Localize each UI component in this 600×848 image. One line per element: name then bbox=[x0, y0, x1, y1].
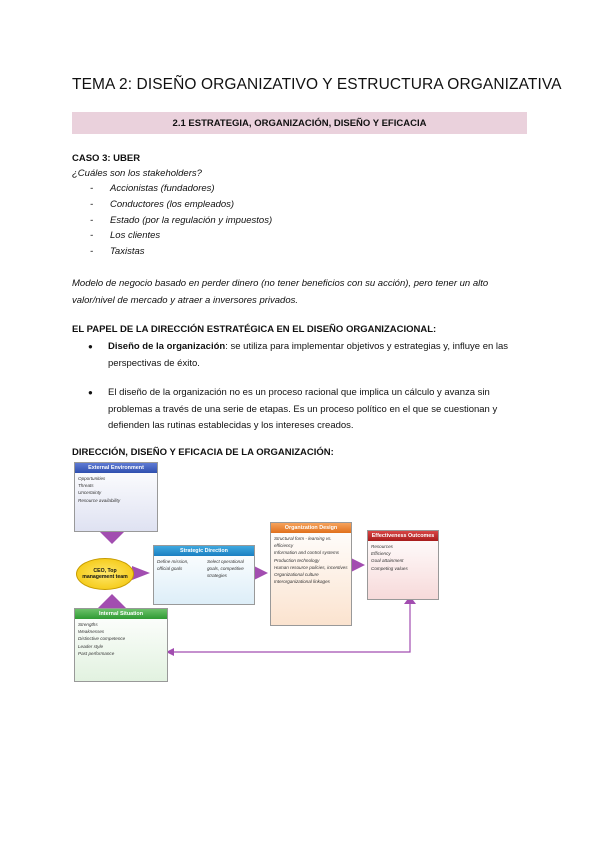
list-item: Weaknesses bbox=[78, 629, 105, 635]
stakeholder-text: Los clientes bbox=[110, 230, 161, 242]
list-item: Threats bbox=[78, 483, 94, 489]
external-environment-items bbox=[75, 473, 157, 506]
section-heading: 2.1 ESTRATEGIA, ORGANIZACIÓN, DISEÑO Y EFICACIA bbox=[172, 117, 427, 129]
organization-design-title: Organization Design bbox=[271, 523, 351, 533]
list-item: Strengths bbox=[78, 622, 98, 627]
list-item: Resource availability bbox=[78, 497, 121, 503]
case-title: CASO 3: UBER bbox=[72, 153, 141, 164]
list-item bbox=[90, 215, 272, 231]
external-environment-box bbox=[74, 462, 158, 532]
list-item: Competing values bbox=[371, 565, 408, 571]
list-item: Goal attainment bbox=[371, 558, 404, 564]
arrow-right-icon bbox=[254, 566, 268, 580]
arrow-right-icon bbox=[132, 566, 150, 580]
list-item: Distinctive competence bbox=[78, 636, 126, 642]
business-model-paragraph: Modelo de negocio basado en perder dinero (no tener beneficios con su acción), pero tener un alto valor/nivel de mercado y atraer a inversores privados. bbox=[72, 278, 489, 306]
dash-marker: - bbox=[90, 198, 94, 210]
organization-design-box bbox=[270, 522, 352, 626]
section-heading-band bbox=[72, 112, 527, 134]
effectiveness-outcomes-items bbox=[368, 541, 438, 574]
effectiveness-outcomes-title: Effectiveness Outcomes bbox=[368, 531, 438, 541]
strategic-left-item: Define mission, official goals bbox=[157, 559, 189, 572]
list-item: Organizational culture bbox=[274, 572, 319, 578]
bullet-icon: ● bbox=[88, 388, 93, 397]
list-item: Leader style bbox=[78, 643, 104, 649]
page-title: TEMA 2: DISEÑO ORGANIZATIVO Y ESTRUCTURA ORGANIZATIVA bbox=[72, 76, 562, 93]
ceo-ellipse: CEO, Top management team bbox=[76, 558, 134, 590]
internal-situation-title: Internal Situation bbox=[75, 609, 167, 619]
bullet-item bbox=[90, 385, 527, 435]
bullet-text: El diseño de la organización no es un proceso racional que implica un cálculo y avanza sin problemas a través de una serie de etapas. Es un proceso político en el que se cuestionan y defienden las rutinas establecidas y los intereses creados. bbox=[108, 387, 498, 431]
stakeholders-list bbox=[90, 183, 272, 262]
dash-marker: - bbox=[90, 230, 94, 242]
list-item: Past performance bbox=[78, 650, 115, 656]
organization-design-items bbox=[271, 533, 351, 587]
list-item bbox=[90, 246, 272, 262]
stakeholder-text: Estado (por la regulación y impuestos) bbox=[110, 214, 273, 226]
list-item: Production technology bbox=[274, 557, 320, 563]
arrow-up-icon bbox=[98, 594, 126, 608]
external-environment-title: External Environment bbox=[75, 463, 157, 473]
strategic-direction-title: Strategic Direction bbox=[154, 546, 254, 556]
list-item: Human resource policies, incentives bbox=[274, 564, 348, 570]
list-item: Opportunities bbox=[78, 476, 106, 481]
strategic-direction-box bbox=[153, 545, 255, 605]
organization-diagram bbox=[70, 462, 530, 684]
list-item: Interorganizational linkages bbox=[274, 579, 330, 585]
list-item: Structural form - learning vs. efficiency bbox=[274, 536, 332, 549]
stakeholders-question: ¿Cuáles son los stakeholders? bbox=[72, 168, 202, 179]
list-item: Resources bbox=[371, 544, 393, 549]
stakeholder-text: Accionistas (fundadores) bbox=[110, 183, 215, 194]
diagram-heading: DIRECCIÓN, DISEÑO Y EFICACIA DE LA ORGANIZACIÓN: bbox=[72, 447, 334, 458]
list-item bbox=[90, 230, 272, 246]
list-item bbox=[90, 199, 272, 215]
internal-situation-items bbox=[75, 619, 167, 659]
arrow-down-icon bbox=[98, 530, 126, 544]
role-heading: EL PAPEL DE LA DIRECCIÓN ESTRATÉGICA EN EL DISEÑO ORGANIZACIONAL: bbox=[72, 324, 437, 335]
dash-marker: - bbox=[90, 214, 94, 226]
bullet-icon: ● bbox=[88, 342, 93, 351]
internal-situation-box bbox=[74, 608, 168, 682]
dash-marker: - bbox=[90, 183, 94, 194]
list-item: Efficiency bbox=[371, 551, 391, 557]
stakeholder-text: Conductores (los empleados) bbox=[110, 198, 235, 210]
list-item bbox=[90, 183, 272, 199]
stakeholder-text: Taxistas bbox=[110, 246, 145, 258]
effectiveness-outcomes-box bbox=[367, 530, 439, 600]
strategic-right-item: Select operational goals, competitive strategies bbox=[207, 559, 244, 579]
list-item: Uncertainty bbox=[78, 490, 102, 496]
bullet-text: : se utiliza para implementar objetivos y estrategias y, influye en las perspectivas de éxito. bbox=[108, 341, 509, 369]
list-item: Information and control systems bbox=[274, 550, 340, 556]
bullet-item bbox=[90, 339, 527, 372]
arrow-right-icon bbox=[351, 558, 365, 572]
dash-marker: - bbox=[90, 246, 94, 258]
bullet-bold-term: Diseño de la organización bbox=[108, 341, 226, 352]
